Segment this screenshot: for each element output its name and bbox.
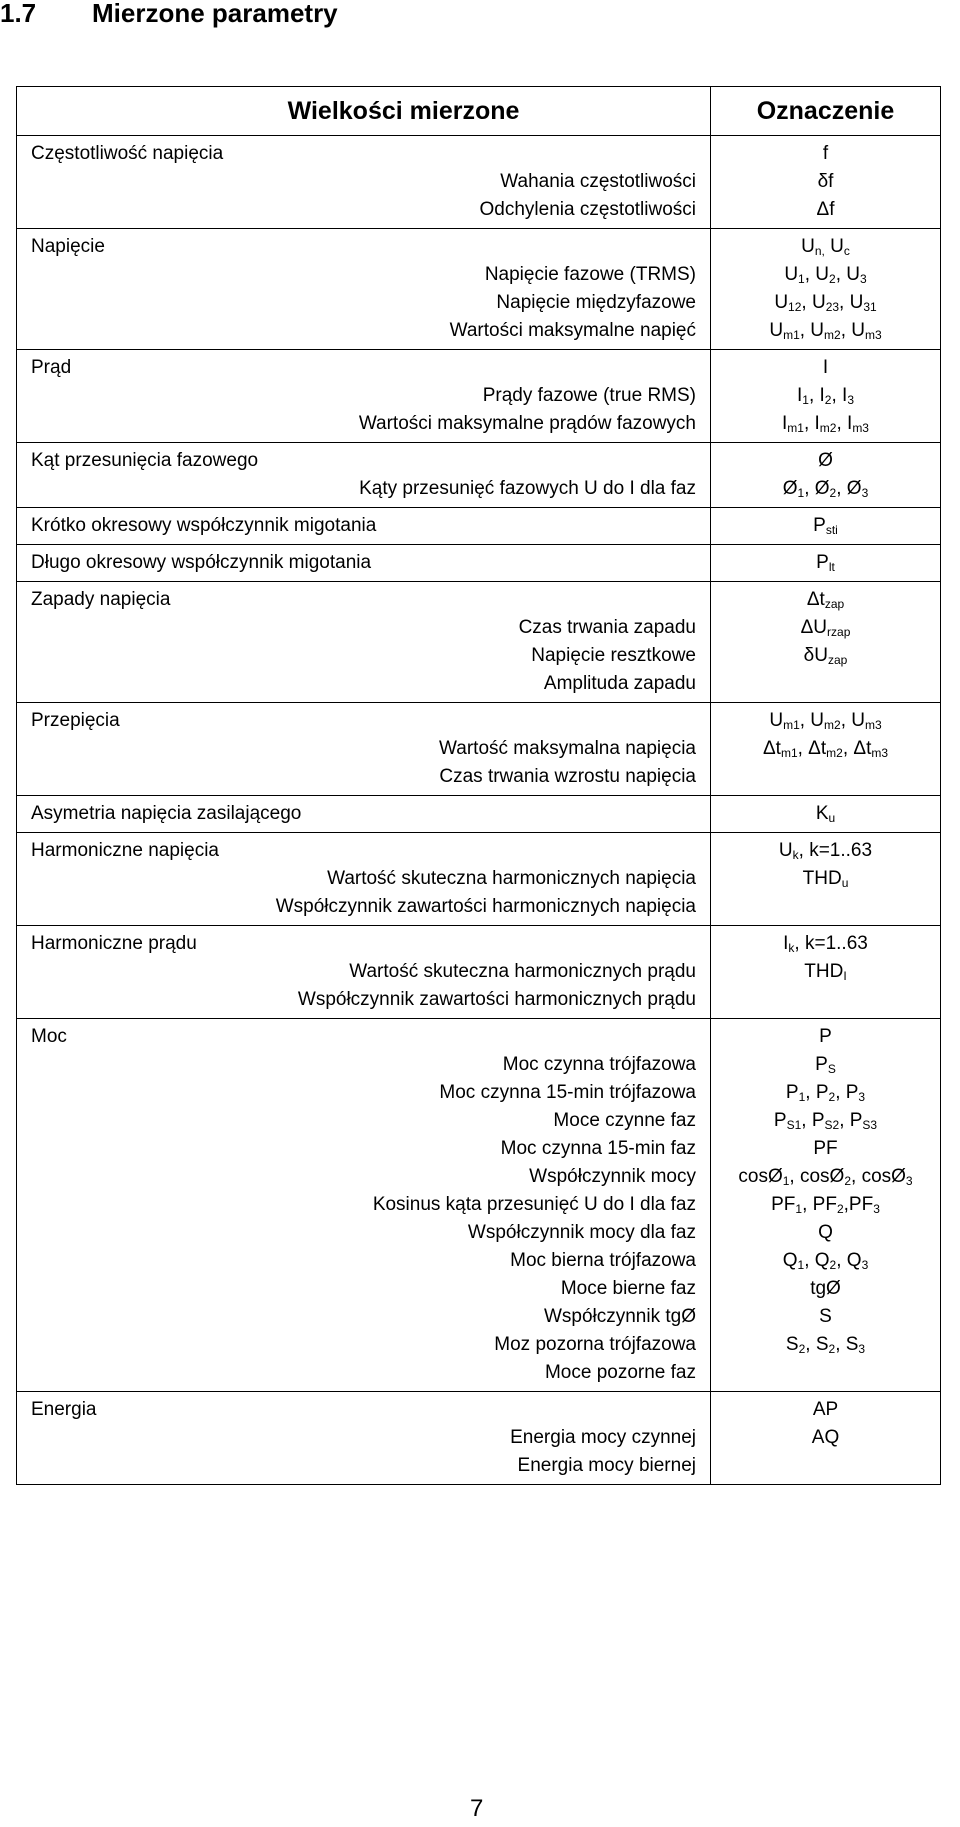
symbol-subscript: 1 (802, 393, 809, 407)
sub-parameter: Moc czynna 15-min trójfazowa (439, 1082, 696, 1103)
table-row (17, 136, 941, 229)
symbol-subscript: m3 (852, 421, 869, 435)
symbol-text: , Δt (842, 738, 872, 759)
category-label: Harmoniczne napięcia (31, 840, 219, 861)
sub-parameter: Moce pozorne faz (544, 1362, 696, 1383)
designation-cell (711, 926, 941, 1019)
symbol-subscript: 3 (861, 486, 869, 500)
symbol-text: AP (812, 1399, 839, 1420)
sub-parameter: Moc czynna 15-min faz (500, 1138, 696, 1159)
sub-parameter: Amplituda zapadu (543, 673, 696, 694)
symbol-subscript: 3 (847, 393, 855, 407)
symbol-text: δU (803, 645, 828, 666)
symbol (715, 196, 936, 224)
symbol-subscript: 1 (795, 1202, 803, 1216)
designation-cell (711, 1019, 941, 1392)
category-label: Moc (31, 1026, 67, 1047)
symbol-text: , P (801, 1110, 825, 1131)
symbol-text: , cosØ (851, 1166, 906, 1187)
symbol-text: , P (805, 1082, 829, 1103)
symbol-subscript: 1 (798, 1090, 806, 1104)
quantity-cell (17, 1019, 711, 1392)
symbol (715, 800, 936, 828)
quantity-cell (17, 1392, 711, 1485)
symbol (715, 707, 936, 735)
category-label: Energia (31, 1399, 97, 1420)
symbol-text: , I (831, 385, 848, 406)
sub-parameter: Wartości maksymalne prądów fazowych (358, 413, 696, 434)
symbol (715, 1191, 936, 1219)
symbol-subscript: m2 (824, 328, 841, 342)
symbol-subscript: 2 (829, 272, 836, 286)
symbol-subscript: m1 (783, 328, 800, 342)
symbol (715, 1023, 936, 1051)
quantity-cell (17, 545, 711, 582)
symbol-subscript: 23 (825, 300, 840, 314)
symbol-subscript: 2 (828, 1090, 836, 1104)
symbol-subscript: 1 (797, 1258, 805, 1272)
symbol-text: U (778, 840, 793, 861)
symbol-text: Δt (762, 738, 781, 759)
symbol-subscript: m3 (864, 718, 882, 732)
symbol (715, 1247, 936, 1275)
table-row (17, 582, 941, 703)
quantity-cell (17, 796, 711, 833)
sub-parameter: Prądy fazowe (true RMS) (482, 385, 696, 406)
symbol (715, 447, 936, 475)
symbol-subscript: m2 (824, 718, 841, 732)
designation-cell (711, 1392, 941, 1485)
symbol-text: , P (835, 1082, 859, 1103)
symbol-subscript: m2 (819, 421, 837, 435)
symbol-text: , Ø (804, 478, 830, 499)
header-designation: Oznaczenie (711, 87, 941, 136)
symbol-text: , I (808, 385, 825, 406)
symbol-text: P (773, 1110, 787, 1131)
symbol-subscript: I (843, 969, 847, 983)
symbol (715, 289, 936, 317)
category-label: Kąt przesunięcia fazowego (31, 450, 259, 471)
sub-parameter: Czas trwania zapadu (518, 617, 696, 638)
symbol-subscript: 3 (858, 1090, 866, 1104)
symbol-subscript: 12 (788, 300, 802, 314)
symbol-text: P (785, 1082, 799, 1103)
category-label: Prąd (31, 357, 72, 378)
table-row (17, 1392, 941, 1485)
symbol-subscript: S2 (824, 1118, 840, 1132)
symbol-text: , U (799, 710, 825, 731)
symbol (715, 837, 936, 865)
category-label: Częstotliwość napięcia (31, 143, 224, 164)
sub-parameter: Moce czynne faz (553, 1110, 696, 1131)
designation-cell (711, 796, 941, 833)
symbol-text: I (783, 933, 789, 954)
sub-parameter: Kąty przesunięć fazowych U do I dla faz (359, 478, 696, 499)
section-number: 1.7 (0, 0, 37, 28)
symbol-text: U (774, 292, 789, 313)
quantity-cell (17, 703, 711, 796)
symbol-subscript: zap (824, 597, 845, 611)
sub-parameter: Współczynnik mocy (529, 1166, 696, 1187)
sub-parameter: Czas trwania wzrostu napięcia (439, 766, 696, 787)
sub-parameter: Wartość skuteczna harmonicznych prądu (349, 961, 696, 982)
symbol-subscript: sti (825, 523, 838, 537)
symbol-text: Ø (818, 450, 833, 471)
designation-cell (711, 833, 941, 926)
symbol (715, 140, 936, 168)
symbol (715, 614, 936, 642)
designation-cell (711, 229, 941, 350)
symbol-text: , U (801, 292, 826, 313)
symbol-subscript: 1 (798, 272, 805, 286)
symbol-text: , U (835, 264, 860, 285)
symbol (715, 642, 936, 670)
table-row (17, 229, 941, 350)
table-row (17, 796, 941, 833)
symbol (715, 958, 936, 986)
sub-parameter: Energia mocy biernej (517, 1455, 696, 1476)
symbol (715, 512, 936, 540)
symbol-subscript: c (843, 244, 850, 258)
symbol-subscript: m1 (783, 718, 800, 732)
symbol-subscript: m1 (780, 746, 798, 760)
symbol-text: U (784, 264, 799, 285)
page-number: 7 (470, 1795, 484, 1822)
symbol-text: Δf (816, 199, 835, 220)
symbol-text: U (769, 710, 784, 731)
quantity-cell (17, 136, 711, 229)
symbol-text: U (801, 236, 815, 257)
sub-parameter: Współczynnik mocy dla faz (467, 1222, 696, 1243)
symbol (715, 865, 936, 893)
symbol-text: I (782, 413, 788, 434)
symbol-text: , k=1..63 (798, 840, 873, 861)
category-label: Harmoniczne prądu (31, 933, 197, 954)
symbol-text: P (819, 1026, 832, 1047)
symbol-subscript: k (788, 941, 795, 955)
symbol (715, 1079, 936, 1107)
symbol-subscript: S1 (786, 1118, 802, 1132)
symbol-subscript: 2 (828, 1342, 836, 1356)
quantity-cell (17, 350, 711, 443)
symbol-subscript: 3 (859, 272, 867, 286)
symbol (715, 475, 936, 503)
category-label: Zapady napięcia (31, 589, 171, 610)
sub-parameter: Współczynnik zawartości harmonicznych prądu (297, 989, 696, 1010)
designation-cell (711, 545, 941, 582)
symbol-text: ,PF (843, 1194, 874, 1215)
quantity-cell (17, 833, 711, 926)
symbol (715, 1135, 936, 1163)
symbol-subscript: m1 (787, 421, 804, 435)
symbol-text: AQ (811, 1427, 840, 1448)
sub-parameter: Moz pozorna trójfazowa (494, 1334, 696, 1355)
sub-parameter: Współczynnik tgØ (543, 1306, 696, 1327)
symbol-subscript: 1 (782, 1174, 790, 1188)
symbol-text: , PF (802, 1194, 837, 1215)
symbol-subscript: k (792, 848, 799, 862)
symbol-subscript: lt (828, 560, 835, 574)
table-row (17, 545, 941, 582)
quantity-cell (17, 508, 711, 545)
symbol-text: Ø (782, 478, 798, 499)
category-label: Asymetria napięcia zasilającego (31, 803, 302, 824)
sub-parameter: Wartość maksymalna napięcia (439, 738, 696, 759)
category-label: Krótko okresowy współczynnik migotania (31, 515, 377, 536)
symbol-text: cosØ (738, 1166, 783, 1187)
symbol (715, 735, 936, 763)
symbol-text: , Q (836, 1250, 862, 1271)
symbol-subscript: 3 (905, 1174, 913, 1188)
symbol-subscript: 3 (861, 1258, 869, 1272)
symbol-subscript: 2 (798, 1342, 806, 1356)
symbol (715, 1303, 936, 1331)
symbol-text: PF (771, 1194, 796, 1215)
symbol (715, 1107, 936, 1135)
symbol-text: , I (803, 413, 820, 434)
symbol (715, 410, 936, 438)
symbol-text: f (822, 143, 829, 164)
parameters-table (16, 86, 941, 1485)
symbol (715, 1331, 936, 1359)
symbol (715, 549, 936, 577)
symbol (715, 1424, 936, 1452)
sub-parameter: Napięcie resztkowe (531, 645, 696, 666)
table-row (17, 703, 941, 796)
symbol-subscript: m2 (826, 746, 843, 760)
symbol-text: , U (804, 264, 830, 285)
designation-cell (711, 136, 941, 229)
category-label: Napięcie (31, 236, 105, 257)
header-measured-quantities: Wielkości mierzone (17, 87, 711, 136)
symbol-text: Q (818, 1222, 833, 1243)
symbol-subscript: u (841, 876, 849, 890)
table-row (17, 443, 941, 508)
symbol-text: , Q (804, 1250, 830, 1271)
symbol (715, 1163, 936, 1191)
symbol-subscript: u (828, 811, 836, 825)
table-row (17, 833, 941, 926)
designation-cell (711, 703, 941, 796)
symbol-subscript: 2 (844, 1174, 852, 1188)
symbol-subscript: S (827, 1062, 836, 1076)
symbol-text: , cosØ (789, 1166, 845, 1187)
symbol-text: P (815, 1054, 828, 1075)
symbol-text: , S (805, 1334, 829, 1355)
symbol-subscript: 2 (829, 1258, 837, 1272)
symbol-subscript: m3 (871, 746, 889, 760)
header-row (17, 87, 941, 136)
sub-parameter: Napięcie międzyfazowe (496, 292, 696, 313)
symbol-text: I (796, 385, 803, 406)
symbol-text: PF (813, 1138, 838, 1159)
symbol-text: P (816, 552, 829, 573)
table-row (17, 350, 941, 443)
symbol-text: , U (799, 320, 825, 341)
table-row (17, 508, 941, 545)
symbol (715, 1275, 936, 1303)
symbol (715, 930, 936, 958)
symbol-text: Q (782, 1250, 798, 1271)
symbol (715, 233, 936, 261)
sub-parameter: Napięcie fazowe (TRMS) (484, 264, 696, 285)
symbol-text: S (819, 1306, 832, 1327)
symbol-text: K (815, 803, 829, 824)
symbol-subscript: 1 (797, 486, 805, 500)
symbol-subscript: m3 (864, 328, 882, 342)
symbol-text: U (769, 320, 784, 341)
category-label: Długo okresowy współczynnik migotania (31, 552, 372, 573)
quantity-cell (17, 926, 711, 1019)
symbol-subscript: n, (814, 244, 825, 258)
symbol-text: , S (835, 1334, 859, 1355)
symbol-text: I (822, 357, 829, 378)
symbol-text: U (824, 236, 844, 257)
symbol-subscript: rzap (827, 625, 851, 639)
symbol-subscript: 2 (824, 393, 832, 407)
symbol (715, 382, 936, 410)
symbol-subscript: S3 (862, 1118, 878, 1132)
symbol-subscript: zap (827, 653, 848, 667)
symbol-text: , U (840, 320, 865, 341)
sub-parameter: Współczynnik zawartości harmonicznych napięcia (275, 896, 696, 917)
table-row (17, 926, 941, 1019)
symbol-text: THD (802, 868, 842, 889)
symbol-text: S (785, 1334, 799, 1355)
table-row (17, 1019, 941, 1392)
symbol-text: Δt (806, 589, 825, 610)
symbol-text: ΔU (800, 617, 828, 638)
symbol-subscript: 3 (858, 1342, 866, 1356)
symbol-text: , Ø (836, 478, 862, 499)
symbol-text: , Δt (797, 738, 827, 759)
symbol (715, 261, 936, 289)
symbol-text: , U (840, 710, 865, 731)
sub-parameter: Energia mocy czynnej (510, 1427, 696, 1448)
designation-cell (711, 350, 941, 443)
quantity-cell (17, 582, 711, 703)
symbol (715, 1219, 936, 1247)
sub-parameter: Kosinus kąta przesunięć U do I dla faz (372, 1194, 696, 1215)
designation-cell (711, 582, 941, 703)
section-title: Mierzone parametry (92, 0, 338, 28)
sub-parameter: Moce bierne faz (560, 1278, 696, 1299)
sub-parameter: Wahania częstotliwości (500, 171, 696, 192)
symbol-text: tgØ (810, 1278, 841, 1299)
symbol-text: , U (839, 292, 864, 313)
symbol-subscript: 2 (836, 1202, 844, 1216)
symbol (715, 168, 936, 196)
symbol (715, 1051, 936, 1079)
quantity-cell (17, 229, 711, 350)
symbol-text: THD (804, 961, 844, 982)
designation-cell (711, 508, 941, 545)
symbol (715, 586, 936, 614)
symbol (715, 317, 936, 345)
symbol-subscript: 2 (829, 486, 837, 500)
sub-parameter: Wartość skuteczna harmonicznych napięcia (327, 868, 696, 889)
sub-parameter: Moc czynna trójfazowa (502, 1054, 696, 1075)
symbol-subscript: 3 (873, 1202, 880, 1216)
symbol-text: , k=1..63 (794, 933, 868, 954)
symbol-text: δf (817, 171, 834, 192)
sub-parameter: Moc bierna trójfazowa (510, 1250, 696, 1271)
symbol-text: , I (836, 413, 853, 434)
category-label: Przepięcia (31, 710, 120, 731)
symbol (715, 1396, 936, 1424)
designation-cell (711, 443, 941, 508)
symbol-subscript: 31 (863, 300, 877, 314)
symbol (715, 354, 936, 382)
quantity-cell (17, 443, 711, 508)
sub-parameter: Odchylenia częstotliwości (479, 199, 696, 220)
symbol-text: P (813, 515, 826, 536)
symbol-text: , P (839, 1110, 863, 1131)
sub-parameter: Wartości maksymalne napięć (449, 320, 696, 341)
